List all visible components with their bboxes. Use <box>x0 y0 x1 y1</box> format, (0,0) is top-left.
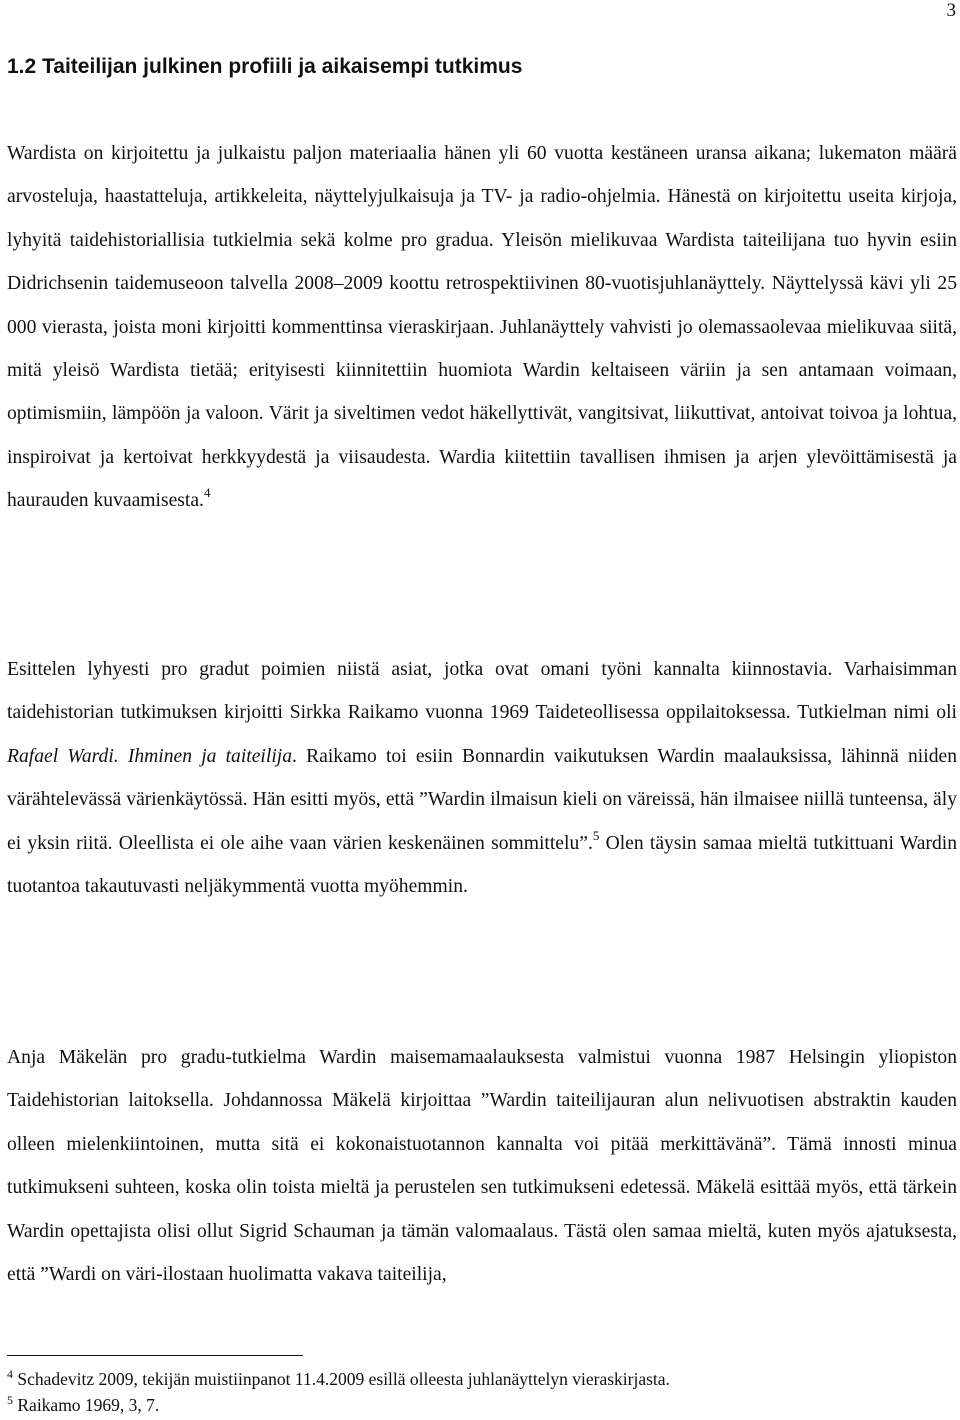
section-heading: 1.2 Taiteilijan julkinen profiili ja aikaisempi tutkimus <box>7 55 523 78</box>
paragraph-text: Olen täysin samaa mieltä tutkittuani Wardin tuotantoa takautuvasti neljäkymmentä vuotta myöhemmin. <box>7 832 957 898</box>
footnote-reference: 5 <box>592 827 600 843</box>
paragraph-raikamo-thesis <box>7 648 957 908</box>
paragraph-text: Anja Mäkelän pro gradu-tutkielma Wardin maisemamaalauksesta valmistui vuonna 1987 Helsingin yliopiston Taidehistorian laitoksella. Johdannossa Mäkelä kirjoittaa ”Wardin taiteilijauran alun nelivuotisen abstraktin kauden olleen mielenkiintoinen, mutta sitä ei kokonaistuotannon kannalta voi pitää merkittävänä”. Tämä innosti minua tutkimukseni suhteen, koska olin toista mieltä ja perustelen sen tutkimukseni edetessä. Mäkelä esittää myös, että tärkein Wardin opettajista olisi ollut Sigrid Schauman ja tämän valomaalaus. Tästä olen samaa mieltä, kuten myös ajatuksesta, että ”Wardi on väri-ilostaan huolimatta vakava taiteilija, <box>7 1047 957 1286</box>
paragraph-public-profile <box>7 132 957 523</box>
paragraph-text: . Raikamo toi esiin Bonnardin vaikutuksen Wardin maalauksissa, lähinnä niiden värähtelevässä värienkäytössä. Hän esitti myös, että ”Wardin ilmaisun kieli on väreissä, hän ilmaisee niillä tunteensa, äly ei yksin riitä. Oleellista ei ole aihe vaan värien keskenäinen sommittelu”. <box>7 745 957 854</box>
footnote-reference: 4 <box>203 485 211 501</box>
footnote-number: 4 <box>7 1367 13 1381</box>
paragraph-makela-thesis <box>7 1036 957 1296</box>
thesis-title: Rafael Wardi. Ihminen ja taiteilija <box>7 745 293 767</box>
paragraph-text: Wardista on kirjoitettu ja julkaistu paljon materiaalia hänen yli 60 vuotta kestäneen uransa aikana; lukematon määrä arvosteluja, haastatteluja, artikkeleita, näyttelyjulkaisuja ja TV- ja radio-ohjelmia. Hänestä on kirjoitettu useita kirjoja, lyhyitä taidehistoriallisia tutkielmia sekä kolme pro gradua. Yleisön mielikuvaa Wardista taiteilijana tuo hyvin esiin Didrichsenin taidemuseoon talvella 2008–2009 koottu retrospektiivinen 80-vuotisjuhlanäyttely. Näyttelyssä kävi yli 25 000 vierasta, joista moni kirjoitti kommenttinsa vieraskirjaan. Juhlanäyttely vahvisti jo olemassaolevaa mielikuvaa siitä, mitä yleisö Wardista tietää; erityisesti kiinnitettiin huomiota Wardin keltaiseen väriin ja sen antamaan voimaan, optimismiin, lämpöön ja valoon. Värit ja siveltimen vedot häkellyttivät, vangitsivat, liikuttivat, antoivat toivoa ja lohtua, inspiroivat ja kertoivat herkkyydestä ja viisaudesta. Wardia kiitettiin tavallisen ihmisen ja arjen ylevöittämisestä ja haurauden kuvaamisesta. <box>7 143 957 512</box>
footnote-text: Raikamo 1969, 3, 7. <box>13 1395 160 1415</box>
footnote-5 <box>7 1394 159 1416</box>
footnote-text: Schadevitz 2009, tekijän muistiinpanot 11.4.2009 esillä olleesta juhlanäyttelyn vieraskirjasta. <box>13 1369 670 1389</box>
footnote-separator <box>7 1355 303 1356</box>
paragraph-text: Esittelen lyhyesti pro gradut poimien niistä asiat, jotka ovat omani työni kannalta kiinnostavia. Varhaisimman taidehistorian tutkimuksen kirjoitti Sirkka Raikamo vuonna 1969 Taideteollisessa oppilaitoksessa. Tutkielman nimi oli <box>7 659 957 724</box>
footnote-4 <box>7 1368 670 1390</box>
page-number: 3 <box>946 0 956 21</box>
footnote-number: 5 <box>7 1393 13 1407</box>
